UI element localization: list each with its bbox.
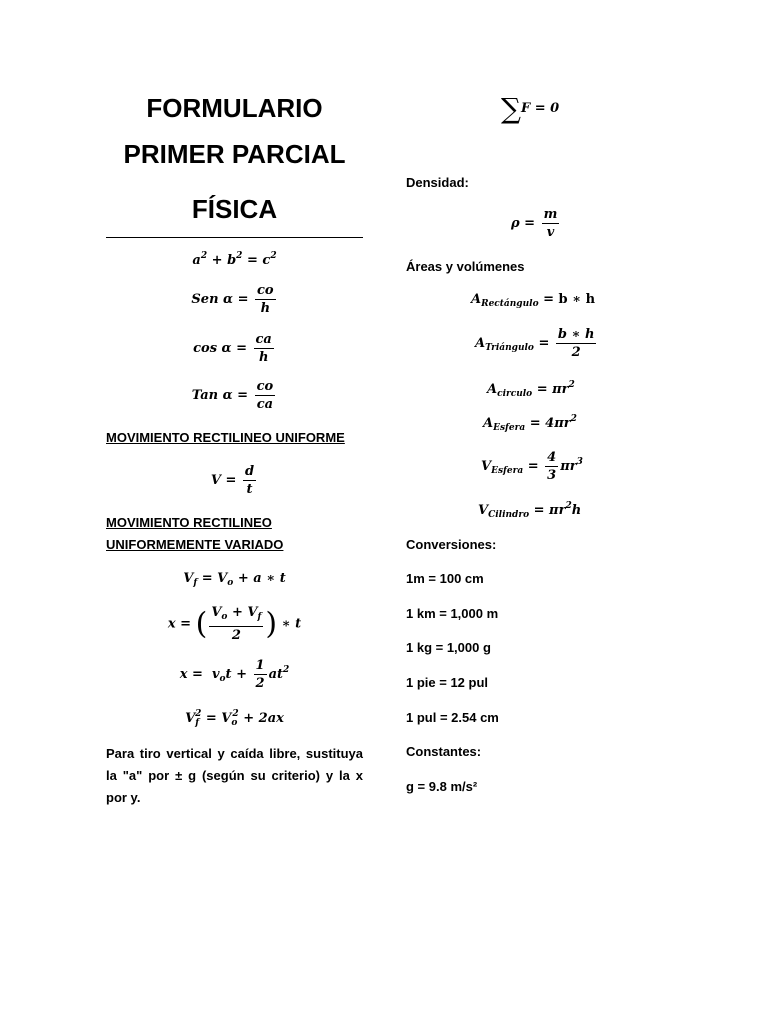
mruv-velocity-squared-formula: $V_f^2 = V_o^2 + 2ax$ <box>185 709 284 728</box>
tangent-formula: Tan α = $\frac{co}{ca}$ <box>191 379 274 412</box>
mruv-final-velocity-formula: $V_f = V_o + a$ ∗ t <box>183 571 286 588</box>
conversion-item: 1 pie = 12 pul <box>406 675 489 690</box>
sine-formula: Sen α = $\frac{co}{h}$ <box>191 283 274 316</box>
mruv-heading-line-1: MOVIMIENTO RECTILINEO <box>106 515 272 530</box>
conversion-item: 1m = 100 cm <box>406 571 484 586</box>
title-line-3: FÍSICA <box>191 194 278 224</box>
cylinder-volume-formula: $V_{Cilindro} = \pi r^2h$ <box>478 501 582 520</box>
sphere-volume-formula: $V_{Esfera}$ = $\frac{4}{3}$ $\pi r^3$ <box>481 450 583 483</box>
title-line-1: FORMULARIO <box>146 93 323 123</box>
constants-label: Constantes: <box>406 744 482 759</box>
conversions-label: Conversiones: <box>406 537 497 552</box>
mruv-distance-average-formula: x = ( $\frac{V_o + V_f}{2}$ ) ∗ t <box>167 605 302 643</box>
gravity-constant: g = 9.8 m/s² <box>406 779 478 794</box>
conversion-item: 1 km = 1,000 m <box>406 606 499 621</box>
pythagoras-formula: $a^2 + b^2 = c^2$ <box>192 251 277 268</box>
density-label: Densidad: <box>406 175 469 190</box>
circle-area-formula: $A_{circulo} = \pi r^2$ <box>487 380 575 399</box>
sum-forces-formula: ∑F = 0 <box>501 92 560 125</box>
sphere-area-formula: $A_{Esfera} = 4\pi r^2$ <box>483 414 577 433</box>
areas-volumes-label: Áreas y volúmenes <box>406 259 525 274</box>
mru-velocity-formula: V = $\frac{d}{t}$ <box>210 464 255 497</box>
density-formula: ρ = $\frac{m}{v}$ <box>511 207 558 240</box>
mruv-distance-formula: $x = v_ot$ + $\frac{1}{2}$ $at^2$ <box>179 658 290 691</box>
title-line-2: PRIMER PARCIAL <box>123 139 346 169</box>
mru-heading: MOVIMIENTO RECTILINEO UNIFORME <box>106 430 345 445</box>
conversion-item: 1 kg = 1,000 g <box>406 640 491 655</box>
free-fall-note: Para tiro vertical y caída libre, sustituya la "a" por ± g (según su criterio) y la x por y. <box>106 746 363 805</box>
cosine-formula: cos α = $\frac{ca}{h}$ <box>193 332 272 365</box>
title-divider <box>106 237 363 238</box>
triangle-area-formula: $A_{Triángulo}$ = $\frac{b ∗ h}{2}$ <box>475 327 595 360</box>
mruv-heading-line-2: UNIFORMEMENTE VARIADO <box>106 537 284 552</box>
conversion-item: 1 pul = 2.54 cm <box>406 710 499 725</box>
rectangle-area-formula: $A_{Rectángulo} = b$ ∗ h <box>471 292 596 309</box>
